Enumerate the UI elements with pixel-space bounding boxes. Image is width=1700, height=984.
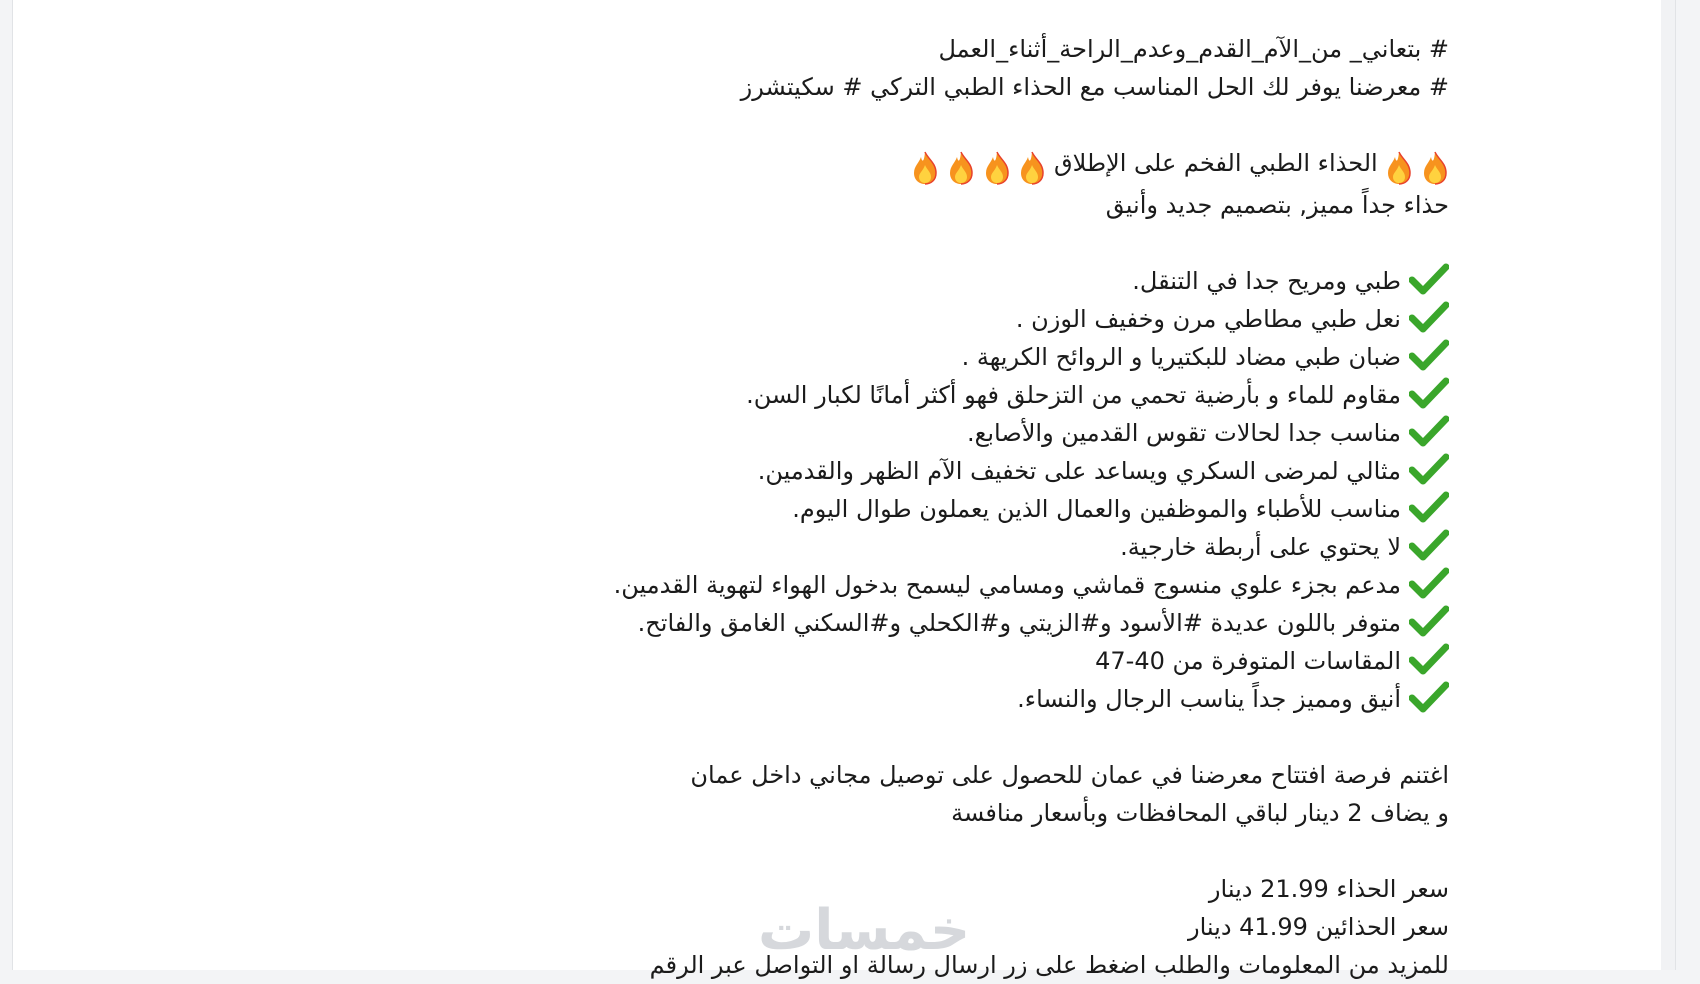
check-icon [1409, 301, 1449, 333]
feature-item [299, 452, 1449, 490]
scroll-edge [1661, 0, 1675, 970]
feature-text: مقاوم للماء و بأرضية تحمي من التزحلق فهو أكثر أمانًا لكبار السن. [746, 381, 1401, 409]
check-icon [1409, 605, 1449, 637]
feature-item [299, 414, 1449, 452]
feature-item [299, 680, 1449, 718]
feature-text: أنيق ومميز جداً يناسب الرجال والنساء. [1017, 685, 1401, 713]
feature-item [299, 338, 1449, 376]
footer-partial: للمزيد من المعلومات والطلب اضغط على زر ارسال رسالة او التواصل عبر الرقم [649, 951, 1449, 979]
check-icon [1409, 263, 1449, 295]
fire-icon-group-left [911, 148, 1046, 186]
offer-line-2: و يضاف 2 دينار لباقي المحافظات وبأسعار منافسة [951, 799, 1449, 827]
hashtag-line-2: # معرضنا يوفر لك الحل المناسب مع الحذاء الطبي التركي # سكيتشرز [740, 73, 1449, 101]
feature-text: مثالي لمرضى السكري ويساعد على تخفيف الآم الظهر والقدمين. [757, 457, 1401, 485]
feature-text: ضبان طبي مضاد للبكتيريا و الروائح الكريهة . [961, 343, 1401, 371]
check-icon [1409, 339, 1449, 371]
subtitle: حذاء جداً مميز, بتصميم جديد وأنيق [1105, 191, 1449, 219]
feature-text: مدعم بجزء علوي منسوج قماشي ومسامي ليسمح بدخول الهواء لتهوية القدمين. [613, 571, 1401, 599]
fire-icon [912, 151, 938, 185]
feature-item [299, 490, 1449, 528]
hashtag-line-1: # بتعاني_ من_الآم_القدم_وعدم_الراحة_أثناء_العمل [938, 35, 1449, 63]
check-icon [1409, 491, 1449, 523]
check-icon [1409, 453, 1449, 485]
feature-text: نعل طبي مطاطي مرن وخفيف الوزن . [1015, 305, 1401, 333]
fire-icon [984, 151, 1010, 185]
fire-icon-group-right [1385, 148, 1449, 186]
feature-text: متوفر باللون عديدة #الأسود و#الزيتي و#الكحلي و#السكني الغامق والفاتح. [637, 609, 1401, 637]
feature-item [299, 528, 1449, 566]
feature-text: المقاسات المتوفرة من 40-47 [1095, 647, 1401, 675]
feature-item [299, 300, 1449, 338]
check-icon [1409, 681, 1449, 713]
feature-item [299, 604, 1449, 642]
document-page [12, 0, 1676, 979]
fire-icon [1386, 151, 1412, 185]
watermark-logo: خمسات [758, 898, 971, 963]
fire-icon [1422, 151, 1448, 185]
check-icon [1409, 415, 1449, 447]
check-icon [1409, 567, 1449, 599]
feature-text: طبي ومريح جدا في التنقل. [1132, 267, 1401, 295]
feature-item [299, 262, 1449, 300]
price-double: سعر الحذائين 41.99 دينار [1188, 913, 1449, 941]
feature-item [299, 642, 1449, 680]
headline-text: الحذاء الطبي الفخم على الإطلاق [1054, 149, 1378, 177]
feature-list [299, 262, 1449, 718]
headline [299, 144, 1449, 186]
feature-text: مناسب للأطباء والموظفين والعمال الذين يعملون طوال اليوم. [792, 495, 1401, 523]
feature-text: مناسب جدا لحالات تقوس القدمين والأصابع. [966, 419, 1401, 447]
check-icon [1409, 377, 1449, 409]
check-icon [1409, 643, 1449, 675]
feature-text: لا يحتوي على أربطة خارجية. [1120, 533, 1401, 561]
fire-icon [948, 151, 974, 185]
feature-item [299, 566, 1449, 604]
check-icon [1409, 529, 1449, 561]
fire-icon [1019, 151, 1045, 185]
offer-line-1: اغتنم فرصة افتتاح معرضنا في عمان للحصول على توصيل مجاني داخل عمان [690, 761, 1449, 789]
price-single: سعر الحذاء 21.99 دينار [1208, 875, 1449, 903]
document-body [299, 30, 1449, 984]
feature-item [299, 376, 1449, 414]
